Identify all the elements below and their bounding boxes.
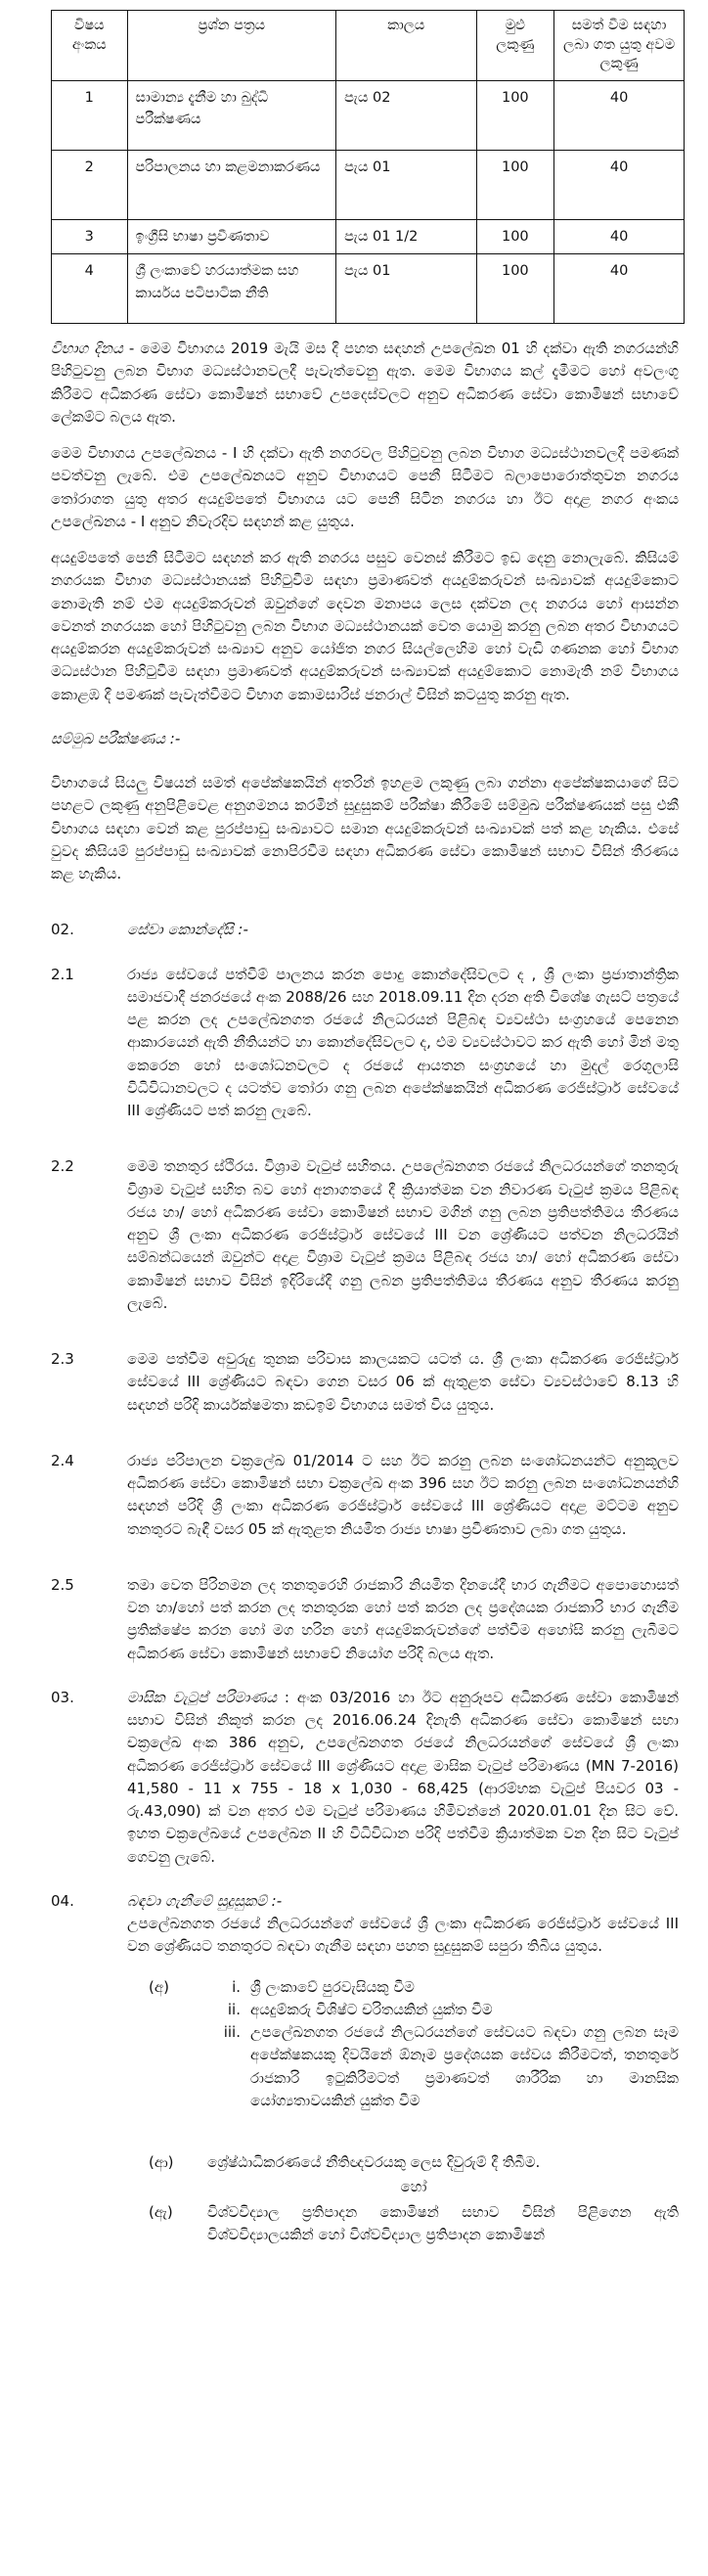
condition-item (51, 1155, 679, 1315)
section-number: 02. (51, 921, 74, 939)
exam-date-text: - මෙම විභාගය 2019 මැයි මස දී පහත සඳහන් උපලේඛන 01 හි දක්වා ඇති නගරයන්හි පිහිටුවනු ලබන විභාග මධ්‍යස්ථානවලදී පැවැත්වෙනු ඇත. මෙම විභාගය කල් දැමීමට හෝ අවලංගු කිරීමට අධිකරණ සේවා කොමිෂන් සභාවේ උපදෙස්වලට අනුව අධිකරණ සේවා කොමිෂන් සභාවේ ලේකම්ට බලය ඇත. (51, 339, 679, 426)
cell-marks: 100 (476, 219, 554, 253)
list-label: (ඇ) (149, 2202, 173, 2221)
cell-no: 3 (52, 219, 128, 253)
item-text: මෙම තනතුර ස්ථිරය. විශ්‍රාම වැටුප් සහිතය. උපලේඛනගත රජයේ නිලධරයන්ගේ තනතුරු විශ්‍රාම වැටුප් සහිත බව හෝ අනාගතයේ දී ක්‍රියාත්මක වන නිවාරණ වැටුප් ක්‍රමය පිළිබඳ රජය හා/ හෝ අධිකරණ සේවා කොමිෂන් සභාව මගින් ගනු ලබන ප්‍රතිපත්තිමය තීරණය අනුව ශ්‍රී ලංකා අධිකරණ රෙජිස්ට්‍රාර් සේවයේ III වන ශ්‍රේණියට පත්වන නිලධරයින් සම්බන්ධයෙන් ඔවුන්ට අදාළ විශ්‍රාම වැටුප් ක්‍රමය පිළිබඳ රජය හා/ හෝ අධිකරණ සේවා කොමිෂන් සභාව විසින් ඉදිරියේදී ගනු ලබන ප්‍රතිපත්තිමය තීරණය අනුව තීරණය කරනු ලැබේ. (127, 1157, 679, 1312)
interview-heading: සම්මුඛ පරීක්ෂණය :- (51, 729, 181, 747)
condition-item (51, 1348, 679, 1417)
list-item (149, 2021, 679, 2112)
header-time: කාලය (336, 11, 476, 81)
list-item (149, 2201, 679, 2247)
recruitment-heading-row (51, 1890, 679, 1913)
section-number: 03. (51, 1688, 74, 1706)
recruitment-intro: උපලේඛනගත රජයේ නිලධරයන්ගේ සේවයේ ශ්‍රී ලංකා අධිකරණ රෙජිස්ට්‍රාර් සේවයේ III වන ශ්‍රේණියට තනතුරට බඳවා ගැනීම සඳහා පහත සුදුසුකම් සපුරා තිබිය යුතුය. (127, 1915, 679, 1956)
roman-numeral: ii. (227, 2000, 241, 2018)
or-separator: හෝ (400, 2178, 427, 2196)
condition-item (51, 1450, 679, 1541)
roman-numeral: i. (232, 1977, 241, 1996)
service-conditions-heading-row (51, 919, 679, 941)
table-row (52, 150, 685, 219)
list-item-text: උපලේඛනගත රජයේ නිලධරයන්ගේ සේවයට බඳවා ගනු ලබන සෑම අපේක්ෂකයකු දිවයිනේ ඕනෑම ප්‍රදේශයක සේවය කිරීමටත්, තනතුරේ රාජකාරි ඉටුකිරීමටත් ප්‍රමාණවත් ශාරීරික හා මානසික යෝග්‍යතාවයකින් යුක්ත වීම (250, 2023, 679, 2109)
condition-item (51, 964, 679, 1123)
cell-time: පැය 01 (336, 150, 476, 219)
exam-date-paragraph (51, 338, 679, 429)
cell-pass: 40 (554, 254, 685, 324)
header-total-marks: මුළු ලකුණු (476, 11, 554, 81)
item-number: 2.5 (51, 1575, 74, 1594)
document-page (0, 10, 708, 2576)
cell-time: පැය 02 (336, 80, 476, 150)
exam-date-label: විභාග දිනය (51, 339, 123, 358)
header-paper: ප්‍රශ්න පත්‍රය (127, 11, 336, 81)
qualification-b (149, 2151, 679, 2246)
cell-marks: 100 (476, 80, 554, 150)
roman-numeral: iii. (223, 2023, 241, 2042)
exam-subjects-table (51, 10, 685, 324)
table-header-row (52, 11, 685, 81)
table-row (52, 80, 685, 150)
list-item-text: ශ්‍රී ලංකාවේ පුරවැසියකු වීම (250, 1977, 415, 1996)
header-subject-no: විෂය අංකය (52, 11, 128, 81)
cell-no: 2 (52, 150, 128, 219)
list-label: (අ) (149, 1977, 169, 1996)
cell-paper: සාමාන්‍ය දැනීම හා බුද්ධි පරීක්ෂණය (127, 80, 336, 150)
item-text: රාජ්‍ය සේවයේ පත්වීම් පාලනය කරන පොදු කොන්දේසිවලට ද , ශ්‍රී ලංකා ප්‍රජාතාන්ත්‍රික සමාජවාදී ජනරජයේ අංක 2088/26 සහ 2018.09.11 දින දරන අති විශේෂ ගැසට් පත්‍රයේ පළ කරන ලද උපලේඛනගත රජයේ නිලධරයන් පිළිබඳ ව්‍යවස්ථා සංග්‍රහයේ පෙනෙන ආකාරයෙන් ඇති නීතියන්ට හා කොන්දේසිවලට ද, එම ව්‍යවස්ථාවට කර ඇති හෝ මින් මතු කෙරෙන හෝ සංශෝධනවලට ද රජයේ ආයතන සංග්‍රහයේ හා මුදල් රෙගුලාසි විධිවිධානවලට ද යටත්ව තෝරා ගනු ලබන අපේක්ෂකයින් අධිකරණ රෙජිස්ට්‍රාර් සේවයේ III ශ්‍රේණියට පත් කරනු ලැබේ. (127, 965, 679, 1120)
cell-pass: 40 (554, 150, 685, 219)
recruitment-heading: බඳවා ගැනීමේ සුදුසුකම් :- (127, 1891, 283, 1910)
list-item (149, 1999, 679, 2021)
salary-label: මාසික වැටුප් පරිමාණය (127, 1688, 277, 1706)
cell-paper: පරිපාලනය හා කළමනාකරණය (127, 150, 336, 219)
service-conditions-heading: සේවා කොන්දේසි :- (127, 921, 248, 939)
list-item-text: විශ්වවිද්‍යාල ප්‍රතිපාදන කොමිෂන් සභාව විසින් පිළිගෙන ඇති විශ්වවිද්‍යාලයකින් හෝ විශ්වවිද්‍යාල ප්‍රතිපාදන කොමිෂන් (207, 2202, 679, 2243)
cell-paper: ඉංග්‍රීසි භාෂා ප්‍රවීණතාව (127, 219, 336, 253)
schedule-paragraph: මෙම විභාගය උපලේඛනය - I හි දක්වා ඇති නගරවල පිහිටුවනු ලබන විභාග මධ්‍යස්ථානවලදී පමණක් පවත්වනු ලැබේ. එම උපලේඛනයට අනුව විභාගයට පෙනී සිටීමට බලාපොරොත්තුවන නගරය තෝරාගත යුතු අතර අයදුම්පතේ විභාගය යට පෙනී සිටින නගරය හා ඊට අදාළ නගර අංකය උපලේඛනය - I අනුව නිවැරදිව සඳහන් කළ යුතුය. (51, 444, 679, 530)
city-paragraph: අයදුම්පතේ පෙනී සිටීමට සඳහන් කර ඇති නගරය පසුව වෙනස් කිරීමට ඉඩ දෙනු නොලැබේ. කිසියම් නගරයක විභාග මධ්‍යස්ථානයක් පිහිටුවීම සඳහා ප්‍රමාණවත් අයදුම්කරුවන් සංඛ්‍යාවක් අයදුම්කොට නොමැති නම් එම අයදුම්කරුවන් ඔවුන්ගේ දෙවන මනාපය ලෙස දක්වන ලද නගරය හෝ ආසන්න වෙනත් නගරයක හෝ පිහිටුවනු ලබන විභාග මධ්‍යස්ථානයක් වෙත යොමු කරනු ලබන අතර විභාගයට අයදුම්කරන අයදුම්කරුවන් සංඛ්‍යාව අනුව යෝජිත නගර සියල්ලෙහිම හෝ වැඩි ගණනක හෝ විභාග මධ්‍යස්ථාන පිහිටුවීම සඳහා ප්‍රමාණවත් අයදුම්කරුවන් සංඛ්‍යාවක් අයදුම්කොට නොමැති නම් විභාගය කොළඹ දී පමණක් පැවැත්වීමට විභාග කොමසාරිස් ජනරාල් විසින් කටයුතු කරනු ඇත. (51, 549, 679, 703)
section-number: 04. (51, 1891, 74, 1910)
list-item-text: අයදුම්කරු විශිෂ්ට චරිතයකින් යුක්ත වීම (250, 2000, 493, 2018)
qualification-list-a (149, 1976, 679, 2113)
cell-no: 1 (52, 80, 128, 150)
cell-time: පැය 01 (336, 254, 476, 324)
interview-paragraph: විභාගයේ සියලු විෂයන් සමත් අපේක්ෂකයින් අතරින් ඉහළම ලකුණු ලබා ගන්නා අපේක්ෂකයාගේ සිට පහළට ලකුණු අනුපිළිවෙළ අනුගමනය කරමින් සුදුසුකම් පරීක්ෂා කිරීමේ සම්මුඛ පරීක්ෂණයක් පසු එකී විභාගය සඳහා වෙන් කළ පුරප්පාඩු සංඛ්‍යාවට සමාන අයදුම්කරුවන් සංඛ්‍යාවක් පත් කළ හැකිය. එසේ වුවද කිසියම් පුරප්පාඩු සංඛ්‍යාවක් නොපිරවීම සඳහා අධිකරණ සේවා කොමිෂන් සභාව විසින් තීරණය කළ හැකිය. (51, 774, 679, 883)
list-item-text: ශ්‍රේෂ්ඨාධිකරණයේ නීතිඥවරයකු ලෙස දිවුරුම් දී තිබීම. (207, 2153, 541, 2172)
table-row (52, 254, 685, 324)
table-row (52, 219, 685, 253)
list-label: (ආ) (149, 2153, 174, 2172)
item-number: 2.4 (51, 1451, 74, 1469)
cell-paper: ශ්‍රී ලංකාවේ හරයාත්මක සහ කාර්යය පටිපාටික නීති (127, 254, 336, 324)
item-number: 2.3 (51, 1350, 74, 1369)
salary-text: : අංක 03/2016 හා ඊට අනුරූපව අධිකරණ සේවා කොමිෂන් සභාව විසින් නිකුත් කරන ලද 2016.06.24 දිනැති අධිකරණ සේවා කොමිෂන් සභා චක්‍රලේඛ අංක 386 අනුව, උපලේඛනගත රජයේ නිලධරයන්ගේ සේවයේ ශ්‍රී ලංකා අධිකරණ රෙජිස්ට්‍රාර් සේවයේ III ශ්‍රේණියට අදාළ මාසික වැටුප් පරිමාණය (MN 7-2016) 41,580 - 11 x 755 - 18 x 1,030 - 68,425 (ආරම්භක වැටුප් පියවර 03 - රු.43,090) ක් වන අතර එම වැටුප් පරිමාණය හිමිවන්නේ 2020.01.01 දින සිට වේ. ඉහත චක්‍රලේඛයේ උපලේඛන II හි විධිවිධාන පරිදි පත්වීම ක්‍රියාත්මක වන දින සිට වැටුප් ගෙවනු ලැබේ. (127, 1688, 679, 1866)
cell-pass: 40 (554, 80, 685, 150)
condition-item (51, 1574, 679, 1665)
cell-time: පැය 01 1/2 (336, 219, 476, 253)
list-item (149, 1976, 679, 1999)
header-pass-marks: සමත් වීම සඳහා ලබා ගත යුතු අවම ලකුණු (554, 11, 685, 81)
item-number: 2.1 (51, 965, 74, 983)
list-item (149, 2151, 679, 2174)
item-text: රාජ්‍ය පරිපාලන චක්‍රලේඛ 01/2014 ට සහ ඊට කරනු ලබන සංශෝධනයන්ට අනුකූලව අධිකරණ සේවා කොමිෂන් සභා චක්‍රලේඛ අංක 396 සහ ඊට කරනු ලබන සංශෝධනයන්හි සඳහන් පරිදි ශ්‍රී ලංකා අධිකරණ රෙජිස්ට්‍රාර් සේවයේ III ශ්‍රේණියට අදාළ මට්ටම අනුව තනතුරට බැඳී වසර 05 ක් ඇතුළත නියමිත රාජ්‍ය භාෂා ප්‍රවීණතාව ලබා ගත යුතුය. (127, 1451, 679, 1538)
recruitment-intro-row (51, 1913, 679, 1959)
item-text: මෙම පත්වීම අවුරුදු තුනක පරිවාස කාලයකට යටත් ය. ශ්‍රී ලංකා අධිකරණ රෙජිස්ට්‍රාර් සේවයේ III ශ්‍රේණියට බඳවා ගෙන වසර 06 ක් ඇතුළත සේවා ව්‍යවස්ථාවේ 8.13 හි සඳහන් පරිදි කාර්යක්ෂමතා කඩඉම් විභාගය සමත් විය යුතුය. (127, 1350, 679, 1414)
cell-marks: 100 (476, 150, 554, 219)
cell-marks: 100 (476, 254, 554, 324)
item-number: 2.2 (51, 1157, 74, 1176)
cell-pass: 40 (554, 219, 685, 253)
cell-no: 4 (52, 254, 128, 324)
item-text: තමා වෙත පිරිනමන ලද තනතුරෙහි රාජකාරි නියමිත දිනයේදී භාර ගැනීමට අපොහොසත් වන හා/හෝ පත් කරන ලද තනතුරක හෝ පත් කරන ලද ප්‍රදේශයක රාජකාරි භාර ගැනීම ප්‍රතික්ෂේප කරන හෝ මග හරින හෝ අයදුම්කරුවන්ගේ පත්වීම අහෝසි කරනු ලැබීමට අධිකරණ සේවා කොමිෂන් සභාවේ නියෝග පරිදි බලය ඇත. (127, 1575, 679, 1662)
salary-section (51, 1687, 679, 1869)
